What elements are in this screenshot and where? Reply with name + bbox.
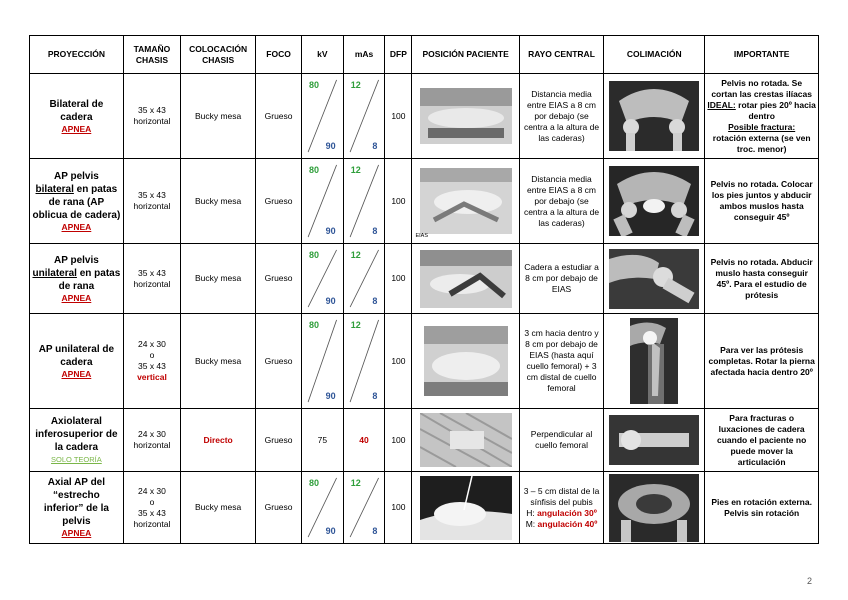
table-row (30, 472, 819, 544)
cell-proyeccion (30, 314, 124, 409)
cell-tamano (123, 74, 180, 159)
patient-position-photo (420, 168, 512, 234)
cell-kv (302, 314, 344, 409)
cell-foco: Grueso (256, 314, 302, 409)
chassis-size: 35 x 43 (138, 267, 166, 278)
apnea-tag: APNEA (61, 528, 92, 538)
cell-posicion (412, 74, 519, 159)
apnea-tag: APNEA (61, 221, 92, 232)
cell-foco: Grueso (256, 159, 302, 244)
fracture-text: rotación externa (se ven troc. menor) (712, 132, 811, 154)
cell-dfp: 100 (385, 409, 412, 472)
chassis-orientation: horizontal (133, 278, 171, 289)
chassis-orientation: horizontal (133, 440, 171, 450)
cell-foco: Grueso (256, 244, 302, 314)
cell-dfp: 100 (385, 244, 412, 314)
kv-top-value: 80 (309, 80, 320, 90)
table-row (30, 74, 819, 159)
mas-top-value: 12 (350, 165, 361, 175)
cell-importante: Pelvis no rotada. Abducir muslo hasta conseguir 45º. Para el estudio de prótesis (705, 244, 819, 314)
kv-bottom-value: 90 (325, 391, 336, 401)
cell-posicion (412, 244, 519, 314)
table-row (30, 409, 819, 472)
cell-proyeccion (30, 74, 124, 159)
photo-label: EIAS (415, 233, 429, 239)
fracture-label: Posible fractura: (728, 121, 796, 132)
cell-proyeccion (30, 244, 124, 314)
cell-colocacion: Bucky mesa (181, 314, 256, 409)
cell-posicion (412, 409, 519, 472)
cell-mas: 40 (343, 409, 385, 472)
projection-name: Axial AP del “estrecho inferior” de la pelvis (43, 477, 109, 527)
cell-tamano (123, 409, 180, 472)
kv-bottom-value: 90 (325, 226, 336, 236)
central-ray-text: 3 – 5 cm distal de la sínfisis del pubis (523, 485, 600, 507)
chassis-orientation: horizontal (133, 116, 171, 126)
xray-pelvis-image (609, 166, 699, 236)
cell-importante: Pies en rotación externa. Pelvis sin rotación (705, 472, 819, 544)
cell-colocacion: Bucky mesa (181, 472, 256, 544)
xray-pelvis-inlet-image (609, 474, 699, 542)
mas-bottom-value: 8 (372, 296, 378, 306)
chassis-orientation: horizontal (133, 201, 171, 211)
chassis-size: 24 x 30 (138, 485, 166, 496)
cell-kv (302, 159, 344, 244)
cell-kv (302, 244, 344, 314)
chassis-or: o (149, 350, 155, 360)
projection-name (32, 170, 121, 222)
angulation-value: angulación 40º (537, 518, 598, 529)
projection-name-part: en patas de rana (AP oblicua de cadera) (32, 183, 121, 221)
cell-mas (343, 314, 385, 409)
table-row (30, 244, 819, 314)
cell-importante: Para ver las prótesis completas. Rotar la pierna afectada hacia dentro 20º (705, 314, 819, 409)
cell-colimacion (604, 74, 705, 159)
projection-name-emphasis: bilateral (35, 183, 74, 195)
xray-axial-hip-image (609, 415, 699, 465)
header-tamano: TAMAÑO CHASIS (123, 36, 180, 74)
kv-bottom-value: 90 (325, 141, 336, 151)
cell-kv (302, 472, 344, 544)
cell-dfp: 100 (385, 159, 412, 244)
cell-rayo: Distancia media entre EIAS a 8 cm por debajo (se centra a la altura de las caderas) (519, 159, 603, 244)
header-row (30, 36, 819, 74)
sex-label: M: (525, 518, 536, 529)
important-note: Pelvis no rotada. Se cortan las crestas ilíacas (711, 77, 812, 99)
cell-dfp: 100 (385, 74, 412, 159)
chassis-or: o (149, 496, 155, 507)
cell-tamano (123, 159, 180, 244)
cell-mas (343, 74, 385, 159)
cell-colocacion: Bucky mesa (181, 159, 256, 244)
cell-foco: Grueso (256, 74, 302, 159)
cell-importante (705, 74, 819, 159)
chassis-size: 24 x 30 (138, 429, 166, 439)
cell-proyeccion (30, 472, 124, 544)
cell-dfp: 100 (385, 314, 412, 409)
apnea-tag: APNEA (61, 292, 92, 303)
kv-top-value: 80 (309, 250, 320, 260)
mas-top-value: 12 (350, 320, 361, 330)
chassis-orientation: vertical (137, 372, 167, 382)
kv-top-value: 80 (309, 320, 320, 330)
sex-label: H: (526, 507, 535, 518)
header-dfp: DFP (385, 36, 412, 74)
cell-posicion (412, 472, 519, 544)
mas-bottom-value: 8 (372, 226, 378, 236)
cell-importante: Pelvis no rotada. Colocar los pies juntos y abducir ambos muslos hasta conseguir 45º (705, 159, 819, 244)
cell-importante: Para fracturas o luxaciones de cadera cuando el paciente no puede mover la articulación (705, 409, 819, 472)
ideal-text: rotar pies 20º hacia dentro (738, 99, 816, 121)
cell-tamano (123, 314, 180, 409)
cell-mas (343, 472, 385, 544)
cell-foco: Grueso (256, 472, 302, 544)
table-row (30, 159, 819, 244)
cell-proyeccion (30, 159, 124, 244)
header-rayo: RAYO CENTRAL (519, 36, 603, 74)
cell-colocacion: Bucky mesa (181, 244, 256, 314)
cell-tamano (123, 472, 180, 544)
mas-top-value: 12 (350, 478, 361, 488)
angulation-value: angulación 30º (537, 507, 597, 518)
table-row (30, 314, 819, 409)
page-number: 2 (806, 576, 812, 586)
header-mas: mAs (343, 36, 385, 74)
projection-name-part: AP pelvis (53, 170, 99, 182)
cell-colimacion (604, 409, 705, 472)
kv-top-value: 80 (309, 165, 320, 175)
cell-rayo: Distancia media entre EIAS a 8 cm por debajo (se centra a la altura de las caderas) (519, 74, 603, 159)
xray-hip-image (609, 249, 699, 309)
header-proyeccion: PROYECCIÓN (30, 36, 124, 74)
header-posicion: POSICIÓN PACIENTE (412, 36, 519, 74)
kv-bottom-value: 90 (325, 296, 336, 306)
cell-rayo (519, 472, 603, 544)
central-ray-h (522, 508, 601, 519)
cell-colocacion: Directo (181, 409, 256, 472)
cell-colimacion (604, 314, 705, 409)
chassis-orientation: horizontal (133, 518, 171, 529)
mas-top-value: 12 (350, 250, 361, 260)
chassis-size-alt: 35 x 43 (138, 507, 166, 518)
cell-foco: Grueso (256, 409, 302, 472)
apnea-tag: APNEA (61, 368, 92, 379)
header-colocacion: COLOCACIÓN CHASIS (181, 36, 256, 74)
patient-position-photo (420, 88, 512, 144)
cell-mas (343, 159, 385, 244)
projection-name-part: en patas de rana (58, 267, 121, 292)
cell-kv (302, 74, 344, 159)
header-foco: FOCO (256, 36, 302, 74)
kv-top-value: 80 (309, 478, 320, 488)
cell-proyeccion (30, 409, 124, 472)
header-colimacion: COLIMACIÓN (604, 36, 705, 74)
projection-name (32, 254, 121, 293)
mas-bottom-value: 8 (372, 141, 378, 151)
cell-dfp: 100 (385, 472, 412, 544)
cell-colocacion: Bucky mesa (181, 74, 256, 159)
solo-teoria-tag: SOLO TEORÍA (51, 455, 102, 464)
projection-name-part: AP pelvis (53, 254, 99, 266)
projection-name: Axiolateral inferosuperior de la cadera (35, 416, 118, 453)
cell-colimacion (604, 159, 705, 244)
cell-posicion (412, 314, 519, 409)
kv-bottom-value: 90 (325, 526, 336, 536)
cell-rayo: Cadera a estudiar a 8 cm por debajo de EIAS (519, 244, 603, 314)
central-ray-m (522, 519, 601, 530)
header-kv: kV (302, 36, 344, 74)
chassis-size-alt: 35 x 43 (138, 361, 166, 371)
cell-posicion (412, 159, 519, 244)
xray-pelvis-image (609, 81, 699, 151)
cell-mas (343, 244, 385, 314)
chassis-size: 35 x 43 (138, 190, 166, 200)
mas-top-value: 12 (350, 80, 361, 90)
patient-position-photo (420, 476, 512, 540)
projection-name-emphasis: unilateral (32, 267, 77, 279)
chassis-size: 35 x 43 (138, 105, 166, 115)
ideal-label: IDEAL: (707, 99, 736, 110)
radiography-table (29, 35, 819, 544)
cell-rayo: 3 cm hacia dentro y 8 cm por debajo de EIAS (hasta aquí cuello femoral) + 3 cm distal de cuello femoral (519, 314, 603, 409)
projection-name: AP unilateral de cadera (38, 343, 115, 368)
patient-position-photo (420, 250, 512, 308)
projection-name: Bilateral de cadera (49, 98, 104, 123)
cell-kv: 75 (302, 409, 344, 472)
mas-bottom-value: 8 (372, 391, 378, 401)
cell-colimacion (604, 472, 705, 544)
header-importante: IMPORTANTE (705, 36, 819, 74)
mas-bottom-value: 8 (372, 526, 378, 536)
patient-position-photo (424, 326, 508, 396)
cell-tamano (123, 244, 180, 314)
apnea-tag: APNEA (61, 123, 92, 134)
cell-rayo: Perpendicular al cuello femoral (519, 409, 603, 472)
xray-prosthesis-image (630, 318, 678, 404)
cell-colimacion (604, 244, 705, 314)
chassis-size: 24 x 30 (138, 339, 166, 349)
patient-position-photo (420, 413, 512, 467)
